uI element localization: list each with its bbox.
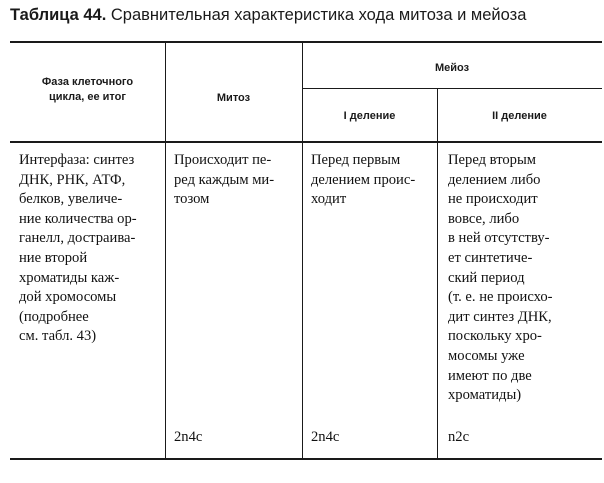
cell-division-2: Перед вторым делением либо не происходит вовсе, либо в ней отсутству- ет синтетиче- ский период (т. е. не происхо- дит синтез ДНК, поскольку хро- мосомы уже имеют по две хроматиды)	[448, 152, 553, 404]
cell-mitosis: Происходит пе- ред каждым ми- тозом	[174, 152, 275, 208]
cell-division-1: Перед первым делением проис- ходит	[311, 152, 416, 208]
table-top-border	[10, 41, 602, 43]
formula-division-2: n2c	[448, 429, 470, 445]
table-bottom-border	[10, 458, 602, 460]
formula-mitosis: 2n4c	[174, 429, 203, 445]
header-meiosis: Мейоз	[434, 62, 470, 74]
header-bottom-border	[10, 141, 602, 143]
column-divider-3	[437, 88, 438, 459]
column-divider-2	[302, 41, 303, 459]
cell-phase: Интерфаза: синтез ДНК, РНК, АТФ, белков, увеличе- ние количества ор- ганелл, достраива- ние второй хроматиды каж- дой хромосомы (подробнее см. табл. 43)	[19, 152, 137, 345]
meiosis-subheader-border	[302, 88, 602, 89]
formula-division-1: 2n4c	[311, 429, 340, 445]
header-division-1: I деление	[343, 110, 396, 122]
header-division-2: II деление	[492, 110, 547, 122]
header-phase: Фаза клеточного цикла, ее итог	[41, 76, 134, 103]
header-mitosis: Митоз	[216, 92, 251, 104]
table-title: Сравнительная характеристика хода митоза и мейоза	[110, 6, 527, 24]
table-number: Таблица 44.	[10, 6, 107, 24]
table-caption	[10, 6, 600, 25]
